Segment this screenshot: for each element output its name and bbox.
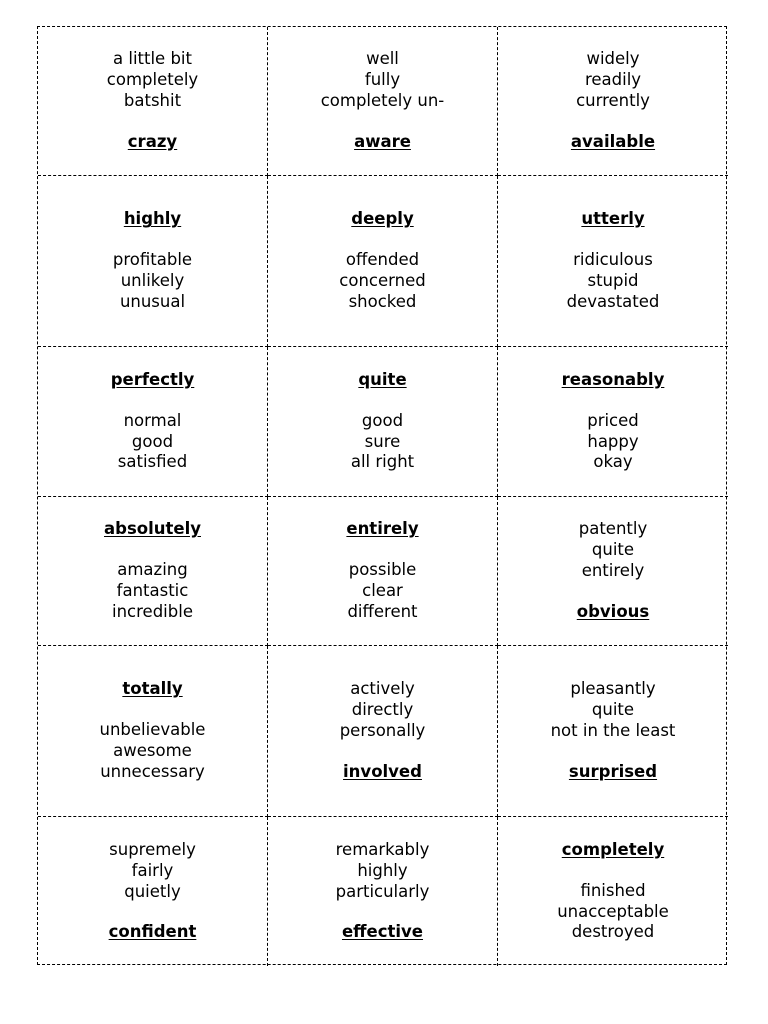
card-headword: surprised <box>568 761 658 781</box>
card-collocate: incredible <box>112 601 193 621</box>
card-collocate: normal <box>123 410 182 430</box>
card-collocate: widely <box>586 49 640 69</box>
card-collocate: unnecessary <box>100 761 205 781</box>
collocation-card <box>268 817 498 966</box>
card-collocate: patently <box>578 519 648 539</box>
card-collocate: quietly <box>124 881 181 901</box>
card-collocate: satisfied <box>117 452 188 472</box>
collocation-card <box>498 817 728 966</box>
card-collocate: priced <box>587 410 639 430</box>
card-headword: crazy <box>127 131 178 151</box>
card-collocate: awesome <box>113 741 192 760</box>
card-collocate: clear <box>362 581 403 600</box>
card-collocate: fairly <box>131 860 174 880</box>
card-collocate: fully <box>364 70 401 90</box>
card-collocate: finished <box>580 880 646 900</box>
card-headword: utterly <box>581 209 645 229</box>
card-collocate: completely un- <box>320 91 445 110</box>
card-headword: aware <box>354 131 411 151</box>
card-headword: absolutely <box>104 519 201 539</box>
card-collocate: destroyed <box>571 922 655 942</box>
card-headword: deeply <box>351 209 414 229</box>
card-collocate: personally <box>339 721 426 740</box>
card-collocate: not in the least <box>550 721 676 740</box>
card-headword: obvious <box>576 601 650 621</box>
card-collocate: good <box>361 410 404 430</box>
card-collocate: shocked <box>348 291 417 311</box>
card-collocate: okay <box>593 452 633 472</box>
card-headword: entirely <box>346 519 419 539</box>
collocation-card <box>268 347 498 497</box>
card-collocate: actively <box>350 679 415 699</box>
collocation-card <box>498 176 728 347</box>
card-collocate: stupid <box>587 271 639 290</box>
collocation-card <box>38 497 268 646</box>
card-collocate: remarkably <box>335 839 430 859</box>
card-collocate: amazing <box>117 560 188 580</box>
collocation-card <box>38 176 268 347</box>
card-collocate: quite <box>591 700 635 720</box>
card-collocate: unlikely <box>120 271 185 290</box>
card-collocate: currently <box>576 91 650 110</box>
collocation-card <box>498 27 728 176</box>
card-collocate: concerned <box>339 271 426 290</box>
card-collocate: readily <box>584 70 642 90</box>
collocation-card <box>498 347 728 497</box>
card-collocate: batshit <box>123 91 182 110</box>
card-headword: effective <box>341 922 424 942</box>
collocation-card-grid <box>37 26 727 965</box>
collocation-card <box>268 497 498 646</box>
card-collocate: happy <box>587 431 639 451</box>
card-headword: involved <box>343 761 422 781</box>
card-collocate: offended <box>345 250 420 270</box>
collocation-card <box>268 646 498 817</box>
card-collocate: different <box>347 601 418 621</box>
card-headword: perfectly <box>110 369 195 389</box>
card-collocate: quite <box>591 540 635 560</box>
collocation-card <box>38 27 268 176</box>
card-collocate: well <box>366 49 399 69</box>
card-collocate: unusual <box>119 291 186 311</box>
card-collocate: pleasantly <box>570 679 656 699</box>
collocation-card <box>498 646 728 817</box>
card-collocate: sure <box>364 431 401 451</box>
collocation-card <box>498 497 728 646</box>
card-collocate: ridiculous <box>573 250 653 270</box>
card-headword: available <box>570 131 656 151</box>
collocation-card <box>268 176 498 347</box>
collocation-card <box>268 27 498 176</box>
card-headword: completely <box>561 839 665 859</box>
card-headword: confident <box>108 922 197 942</box>
card-collocate: possible <box>348 560 417 580</box>
card-collocate: fantastic <box>116 581 189 600</box>
card-collocate: unbelievable <box>99 720 206 740</box>
card-collocate: profitable <box>112 250 193 270</box>
card-headword: highly <box>123 209 182 229</box>
card-headword: quite <box>358 369 407 389</box>
card-collocate: directly <box>351 700 414 720</box>
card-collocate: particularly <box>335 881 430 901</box>
collocation-card <box>38 817 268 966</box>
card-collocate: entirely <box>581 561 645 580</box>
card-collocate: unacceptable <box>557 901 669 921</box>
card-collocate: a little bit <box>113 49 192 69</box>
collocation-card <box>38 347 268 497</box>
card-headword: totally <box>122 679 183 699</box>
card-collocate: highly <box>357 860 408 880</box>
card-collocate: supremely <box>109 839 196 859</box>
card-headword: reasonably <box>561 369 665 389</box>
collocation-card <box>38 646 268 817</box>
card-collocate: good <box>131 431 174 451</box>
card-collocate: devastated <box>566 291 660 311</box>
card-collocate: completely <box>106 70 199 90</box>
card-collocate: all right <box>350 452 415 472</box>
